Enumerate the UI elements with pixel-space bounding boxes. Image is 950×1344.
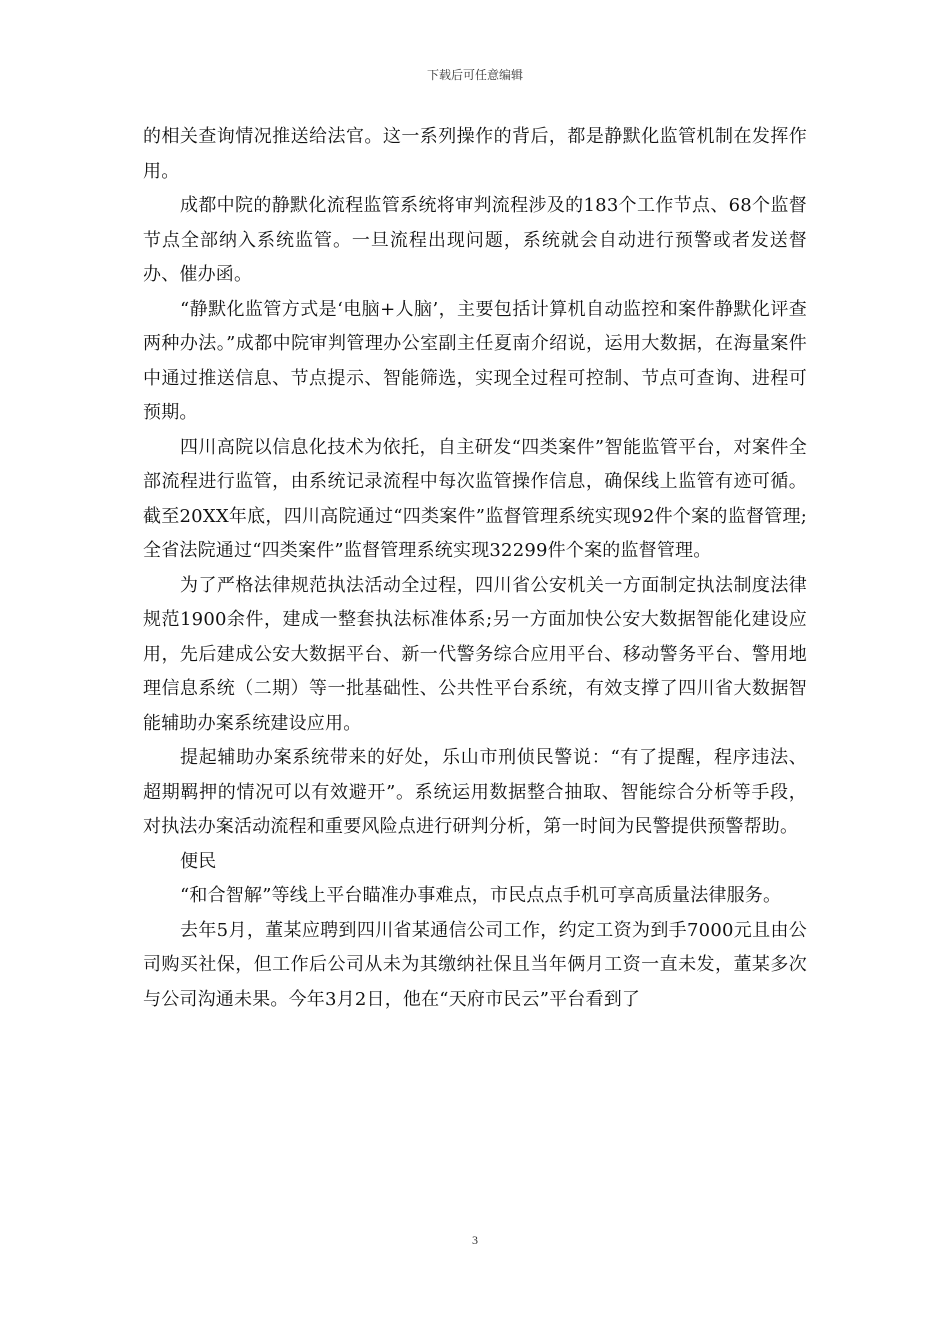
paragraph: 为了严格法律规范执法活动全过程，四川省公安机关一方面制定执法制度法律规范1900余件，建成一整套执法标准体系;另一方面加快公安大数据智能化建设应用，先后建成公安大数据平台、新一代警务综合应用平台、移动警务平台、警用地理信息系统（二期）等一批基础性、公共性平台系统，有效支撑了四川省大数据智能辅助办案系统建设应用。 [143, 574, 807, 734]
document-body [143, 120, 807, 1017]
paragraph: 去年5月，董某应聘到四川省某通信公司工作，约定工资为到手7000元且由公司购买社保，但工作后公司从未为其缴纳社保且当年俩月工资一直未发，董某多次与公司沟通未果。今年3月2日，他在“天府市民云”平台看到了 [143, 919, 807, 1010]
paragraph: 四川高院以信息化技术为依托，自主研发“四类案件”智能监管平台，对案件全部流程进行监管，由系统记录流程中每次监管操作信息，确保线上监管有迹可循。截至20XX年底，四川高院通过“四类案件”监督管理系统实现92件个案的监督管理;全省法院通过“四类案件”监督管理系统实现32299件个案的监督管理。 [143, 436, 807, 561]
paragraph: “和合智解”等线上平台瞄准办事难点，市民点点手机可享高质量法律服务。 [180, 885, 782, 906]
page-number: 3 [472, 1233, 478, 1247]
paragraph: “静默化监管方式是‘电脑+人脑’，主要包括计算机自动监控和案件静默化评查两种办法。”成都中院审判管理办公室副主任夏南介绍说，运用大数据，在海量案件中通过推送信息、节点提示、智能筛选，实现全过程可控制、节点可查询、进程可预期。 [143, 298, 807, 423]
paragraph: 成都中院的静默化流程监管系统将审判流程涉及的183个工作节点、68个监督节点全部纳入系统监管。一旦流程出现问题，系统就会自动进行预警或者发送督办、催办函。 [143, 195, 807, 285]
paragraph-continuation: 的相关查询情况推送给法官。这一系列操作的背后，都是静默化监管机制在发挥作用。 [143, 126, 807, 182]
page-header: 下载后可任意编辑 [426, 68, 523, 82]
section-heading: 便民 [180, 850, 217, 872]
paragraph: 提起辅助办案系统带来的好处，乐山市刑侦民警说：“有了提醒，程序违法、超期羁押的情况可以有效避开”。系统运用数据整合抽取、智能综合分析等手段，对执法办案活动流程和重要风险点进行研判分析，第一时间为民警提供预警帮助。 [143, 747, 807, 837]
